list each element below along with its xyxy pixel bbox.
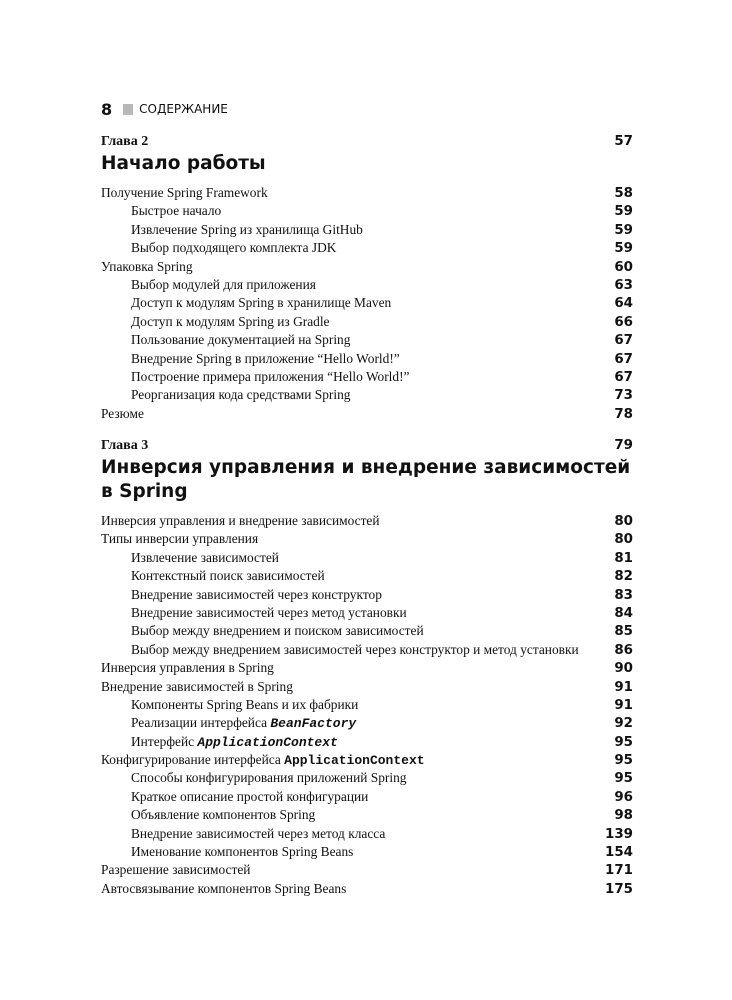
toc-entry-page-number: 59 (614, 222, 633, 238)
toc-entry[interactable] (101, 806, 633, 824)
page-number: 8 (101, 99, 113, 119)
toc-entry[interactable] (101, 405, 633, 423)
toc-entry-text: Выбор модулей для приложения (131, 276, 316, 292)
toc-entry-text: Контекстный поиск зависимостей (131, 568, 325, 584)
toc-entry-text: Интерфейс (131, 733, 198, 749)
toc-entry-page-number: 91 (614, 679, 633, 695)
toc-entry-page-number: 80 (614, 532, 633, 548)
toc-entry-page-number: 98 (614, 808, 633, 824)
toc-entry[interactable] (101, 202, 633, 220)
toc-entry-page-number: 91 (614, 697, 633, 713)
toc-entry[interactable] (101, 843, 633, 861)
toc-entry[interactable] (101, 258, 633, 276)
toc-entry-title (131, 788, 368, 806)
toc-entry-text: Быстрое начало (131, 203, 222, 219)
toc-entry-page-number: 66 (614, 314, 633, 330)
code-identifier: ApplicationContext (197, 734, 338, 750)
toc-entry-title (131, 733, 338, 752)
toc-entry[interactable] (101, 313, 633, 331)
toc-entry-page-number: 86 (614, 642, 633, 658)
chapter-heading-row (101, 134, 633, 150)
toc-entry-text: Получение Spring Framework (101, 185, 268, 200)
toc-entry[interactable] (101, 641, 633, 659)
toc-entry-title (131, 331, 350, 349)
toc-entry-text: Именование компонентов Spring Beans (131, 844, 354, 860)
toc-entry[interactable] (101, 239, 633, 257)
toc-entry-page-number: 81 (614, 550, 633, 566)
toc-entry-text: Внедрение Spring в приложение “Hello World!” (131, 350, 400, 366)
toc-entry-title (101, 258, 193, 276)
toc-entry-title (131, 567, 325, 585)
chapter-title-line: Инверсия управления и внедрение зависимостей (101, 457, 631, 478)
toc-entry-text: Выбор между внедрением и поиском зависимостей (131, 623, 424, 639)
toc-entry-text: Реорганизация кода средствами Spring (131, 387, 351, 403)
toc-entry-page-number: 73 (614, 388, 633, 404)
chapter-label: Глава 2 (101, 134, 149, 149)
toc-entry-page-number: 67 (614, 333, 633, 349)
toc-entry-title (131, 604, 407, 622)
toc-entry-page-number: 139 (605, 826, 633, 842)
toc-entry-title (131, 386, 351, 404)
toc-entry-text: Доступ к модулям Spring в хранилище Maven (131, 295, 392, 311)
toc-entry-title (131, 586, 382, 604)
toc-entry-text: Построение примера приложения “Hello World!” (131, 368, 410, 384)
toc-entry-title (101, 880, 346, 898)
toc-entry-title (131, 276, 316, 294)
chapter-title (101, 456, 633, 504)
toc-entry-title (131, 239, 336, 257)
toc-entry[interactable] (101, 586, 633, 604)
toc-entry-page-number: 59 (614, 204, 633, 220)
toc-entry-text: Объявление компонентов Spring (131, 807, 316, 823)
toc-entry-text: Резюме (101, 405, 144, 421)
toc-entry[interactable] (101, 184, 633, 202)
toc-entry-page-number: 95 (614, 734, 633, 750)
toc-entry-text: Пользование документацией на Spring (131, 332, 351, 348)
toc-entry-title (131, 806, 315, 824)
toc-entry-page-number: 67 (614, 351, 633, 367)
header-marker-square (123, 104, 133, 115)
toc-entry-page-number: 64 (614, 296, 633, 312)
toc-entry-title (131, 549, 279, 567)
toc-entry-text: Компоненты Spring Beans и их фабрики (131, 696, 359, 712)
toc-entry-text: Реализации интерфейса (131, 715, 271, 731)
toc-entry[interactable] (101, 350, 633, 368)
toc-entry[interactable] (101, 221, 633, 239)
toc-entry-title (101, 678, 293, 696)
toc-entry-text: Инверсия управления и внедрение зависимостей (101, 513, 380, 528)
toc-entry[interactable] (101, 331, 633, 349)
toc-entry-title (131, 622, 424, 640)
toc-entry-title (131, 202, 221, 220)
toc-entry-text: Типы инверсии управления (101, 531, 259, 547)
toc-entry[interactable] (101, 294, 633, 312)
chapter-title-line: в Spring (101, 481, 188, 502)
toc-entry-page-number: 63 (614, 277, 633, 293)
toc-entry-text: Автосвязывание компонентов Spring Beans (101, 880, 347, 896)
toc-entry-text: Конфигурирование интерфейса (101, 752, 285, 768)
toc-entry-text: Внедрение зависимостей через метод установки (131, 604, 407, 620)
toc-entry[interactable] (101, 696, 633, 714)
toc-entry-title (131, 696, 358, 714)
toc-entry-text: Разрешение зависимостей (101, 862, 251, 878)
toc-entry[interactable] (101, 530, 633, 548)
toc-entry-text: Выбор подходящего комплекта JDK (131, 240, 337, 256)
chapter-page-number: 79 (614, 438, 633, 453)
toc-entry-page-number: 175 (605, 881, 633, 897)
chapter-page-number: 57 (614, 134, 633, 149)
toc-entry-text: Внедрение зависимостей в Spring (101, 678, 293, 694)
toc-entry[interactable] (101, 368, 633, 386)
code-identifier: ApplicationContext (284, 753, 425, 769)
toc-entry-title (131, 769, 406, 787)
toc-entry-page-number: 171 (605, 863, 633, 879)
toc-entry[interactable] (101, 714, 633, 732)
toc-entry-text: Краткое описание простой конфигурации (131, 788, 369, 804)
toc-entry-page-number: 82 (614, 569, 633, 585)
toc-entry[interactable] (101, 678, 633, 696)
toc-entry[interactable] (101, 567, 633, 585)
toc-entry-page-number: 83 (614, 587, 633, 603)
section-title: СОДЕРЖАНИЕ (139, 102, 228, 116)
toc-entry-page-number: 80 (614, 514, 633, 529)
toc-entry[interactable] (101, 788, 633, 806)
toc-entry-title (101, 659, 274, 677)
toc-entry-text: Инверсия управления в Spring (101, 660, 274, 676)
toc-entry-text: Способы конфигурирования приложений Spring (131, 770, 407, 786)
toc-entry[interactable] (101, 825, 633, 843)
toc-entry-text: Доступ к модулям Spring из Gradle (131, 313, 330, 329)
toc-entry[interactable] (101, 751, 633, 769)
toc-entry[interactable] (101, 276, 633, 294)
toc-entry-text: Выбор между внедрением зависимостей через конструктор и метод установки (131, 641, 579, 657)
toc-entry-text: Упаковка Spring (101, 258, 193, 274)
toc-entry-page-number: 84 (614, 605, 633, 621)
toc-entry[interactable] (101, 386, 633, 404)
toc-entry-title (101, 530, 258, 548)
toc-entry-page-number: 60 (614, 259, 633, 275)
toc-entry-page-number: 58 (614, 186, 633, 201)
toc-entry-title (131, 350, 400, 368)
toc-entry-title (101, 861, 250, 879)
toc-entry-title (131, 825, 385, 843)
toc-entry[interactable] (101, 604, 633, 622)
toc-entry-title (101, 751, 425, 770)
toc-entry-page-number: 154 (605, 845, 633, 861)
toc-entry[interactable] (101, 512, 633, 530)
toc-entry-title (101, 405, 144, 423)
toc-entry-page-number: 95 (614, 771, 633, 787)
toc-entry[interactable] (101, 861, 633, 879)
toc-entry-title (131, 641, 579, 659)
chapter-heading-row (101, 438, 633, 454)
toc-entry-text: Извлечение зависимостей (131, 549, 279, 565)
toc-entry[interactable] (101, 659, 633, 677)
toc-entry-title (131, 714, 356, 733)
toc-entry[interactable] (101, 622, 633, 640)
toc-entry[interactable] (101, 880, 633, 898)
toc-entry-text: Извлечение Spring из хранилища GitHub (131, 221, 363, 237)
toc-entry-title (131, 294, 391, 312)
toc-entry-title (131, 221, 363, 239)
chapter-title-line: Начало работы (101, 153, 266, 174)
toc-entry[interactable] (101, 769, 633, 787)
toc-chapter-2 (101, 134, 633, 423)
running-header (101, 98, 228, 120)
toc-chapter-3 (101, 438, 633, 898)
code-identifier: BeanFactory (270, 716, 357, 732)
toc-entry-page-number: 92 (614, 716, 633, 732)
chapter-title (101, 152, 633, 176)
toc-entry-text: Внедрение зависимостей через конструктор (131, 586, 382, 602)
chapter-label: Глава 3 (101, 438, 149, 453)
toc-entry-page-number: 59 (614, 241, 633, 257)
toc-entry-page-number: 85 (614, 624, 633, 640)
toc-entry[interactable] (101, 549, 633, 567)
toc-entry-title (131, 313, 330, 331)
toc-entry-title (101, 512, 380, 530)
toc-entry-title (131, 843, 353, 861)
toc-entry-page-number: 78 (614, 406, 633, 422)
toc-entry-page-number: 96 (614, 789, 633, 805)
toc-entry-title (131, 368, 409, 386)
toc-entry[interactable] (101, 733, 633, 751)
toc-entry-page-number: 90 (614, 661, 633, 677)
toc-entry-page-number: 95 (614, 753, 633, 769)
toc-entry-page-number: 67 (614, 369, 633, 385)
toc-entry-text: Внедрение зависимостей через метод класса (131, 825, 386, 841)
toc-entry-title (101, 184, 268, 202)
